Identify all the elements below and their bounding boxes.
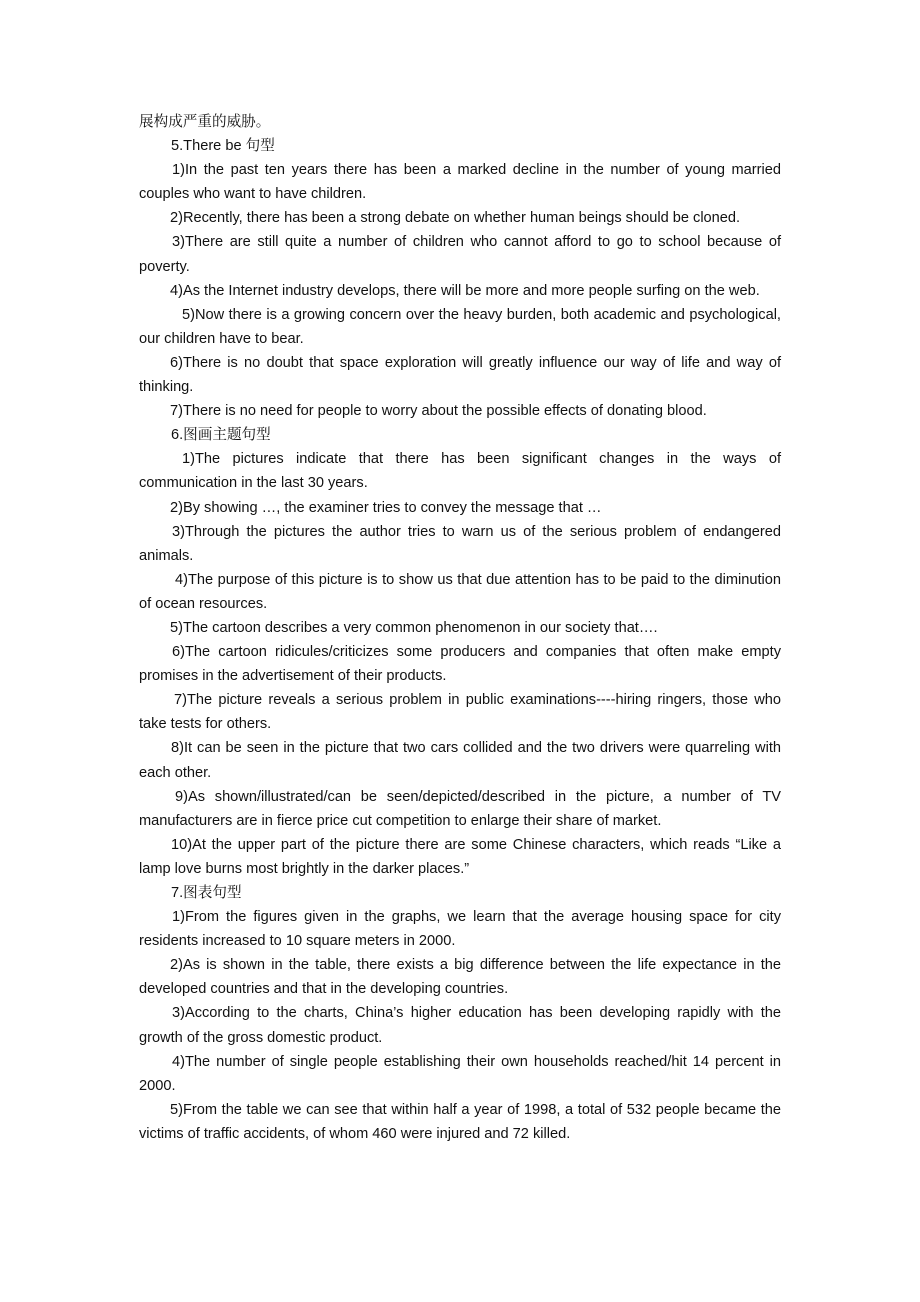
- list-item: 8)It can be seen in the picture that two cars collided and the two drivers were quarreling with each other.: [139, 740, 781, 781]
- list-item: 4)The number of single people establishing their own households reached/hit 14 percent in 2000.: [139, 1053, 781, 1094]
- list-item: 6)There is no doubt that space exploration will greatly influence our way of life and way of thinking.: [139, 354, 781, 396]
- list-item: 1)In the past ten years there has been a marked decline in the number of young married couples who want to have children.: [139, 162, 781, 203]
- list-item: 1)From the figures given in the graphs, we learn that the average housing space for city residents increased to 10 square meters in 2000.: [139, 909, 781, 950]
- list-item: 6)The cartoon ridicules/criticizes some producers and companies that often make empty promises in the advertisement of their products.: [139, 644, 781, 685]
- document-body: [139, 110, 781, 1146]
- list-item: 3)Through the pictures the author tries to warn us of the serious problem of endangered animals.: [139, 523, 781, 564]
- list-item: 2)As is shown in the table, there exists a big difference between the life expectance in the developed countries and that in the developing countries.: [139, 957, 781, 998]
- section-heading-6: 6.图画主题句型: [171, 426, 271, 444]
- list-item: 7)The picture reveals a serious problem in public examinations----hiring ringers, those who take tests for others.: [139, 692, 781, 733]
- list-item: 4)As the Internet industry develops, there will be more and more people surfing on the web.: [170, 282, 760, 299]
- list-item: 9)As shown/illustrated/can be seen/depicted/described in the picture, a number of TV manufacturers are in fierce price cut competition to enlarge their share of market.: [139, 788, 781, 829]
- list-item: 1)The pictures indicate that there has been significant changes in the ways of communication in the last 30 years.: [139, 451, 781, 492]
- section-heading-5: 5.There be 句型: [171, 137, 275, 155]
- list-item: 2)By showing …, the examiner tries to convey the message that …: [170, 499, 602, 516]
- list-item: 3)According to the charts, China’s higher education has been developing rapidly with the growth of the gross domestic product.: [139, 1005, 781, 1046]
- section-heading-7: 7.图表句型: [171, 884, 242, 901]
- list-item: 4)The purpose of this picture is to show us that due attention has to be paid to the diminution of ocean resources.: [139, 571, 781, 612]
- list-item: 2)Recently, there has been a strong debate on whether human beings should be cloned.: [170, 210, 741, 227]
- list-item: 5)From the table we can see that within half a year of 1998, a total of 532 people became the victims of traffic accidents, of whom 460 were injured and 72 killed.: [139, 1101, 781, 1142]
- intro-line: 展构成严重的威胁。: [139, 113, 271, 130]
- list-item: 5)The cartoon describes a very common phenomenon in our society that….: [170, 619, 658, 636]
- list-item: 5)Now there is a growing concern over the heavy burden, both academic and psychological, our children have to bear.: [139, 306, 781, 347]
- list-item: 3)There are still quite a number of children who cannot afford to go to school because of poverty.: [139, 234, 781, 275]
- list-item: 7)There is no need for people to worry about the possible effects of donating blood.: [170, 403, 707, 420]
- list-item: 10)At the upper part of the picture there are some Chinese characters, which reads “Like a lamp love burns most brightly in the darker places.”: [139, 836, 781, 877]
